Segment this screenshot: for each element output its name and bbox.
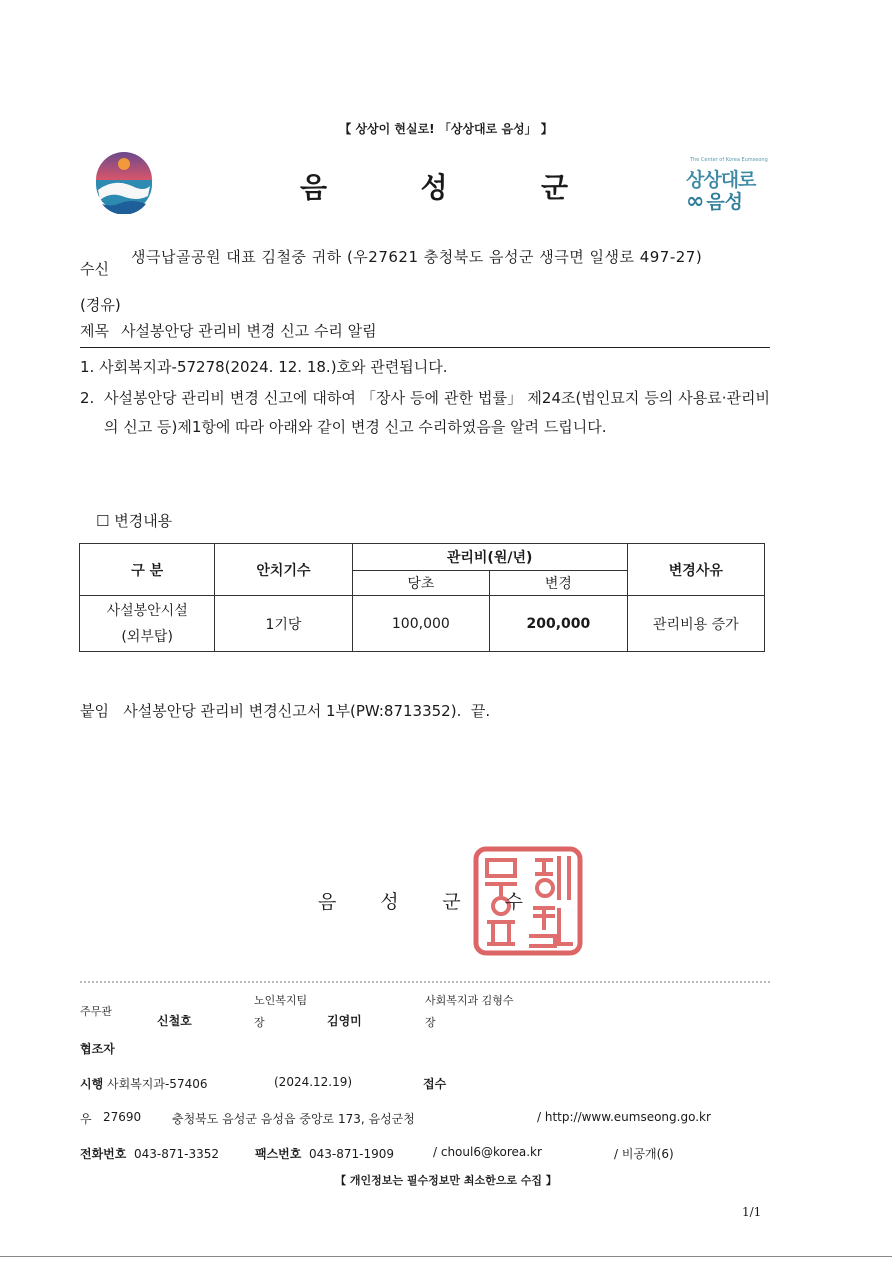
header-units: 안치기수 [215,544,352,596]
page-number: 1/1 [742,1205,762,1219]
header-fee: 관리비(원/년) [352,544,627,571]
cell-fee-before: 100,000 [352,596,490,652]
eumseong-emblem-icon [92,150,156,214]
attachment-text: 사설봉안당 관리비 변경신고서 1부(PW:8713352). [123,702,462,720]
approver-title: 사회복지과 김형수 [425,994,514,1007]
header-fee-after: 변경 [490,571,628,596]
organization-title [300,166,570,206]
disclosure-status: / 비공개(6) [614,1147,674,1161]
page-bottom-line [0,1256,892,1257]
brand-line-2: ∞ 음성 [686,189,744,214]
city-brand-logo [686,155,776,213]
enforce-label: 시행 [80,1077,104,1091]
header-reason: 변경사유 [627,544,764,596]
header-fee-before: 당초 [352,571,490,596]
table-row [80,596,765,652]
closing-char: 수 [504,891,523,913]
closing-char: 군 [442,891,461,913]
subject-text: 사설봉안당 관리비 변경 신고 수리 알림 [120,322,377,340]
closing-char: 성 [380,891,399,913]
address: 충청북도 음성군 음성읍 중앙로 173, 음성군청 [172,1112,415,1126]
cell-category: 사설봉안시설 (외부탑) [80,596,215,652]
cell-fee-after: 200,000 [490,596,628,652]
attachment-label: 붙임 [80,702,109,720]
closing-char: 음 [318,891,337,913]
reviewer-title-suffix: 장 [254,1016,265,1029]
website-link[interactable]: / http://www.eumseong.go.kr [537,1110,711,1124]
body-item-1: 1. 사회복지과-57278(2024. 12. 18.)호와 관련됩니다. [80,358,448,376]
item-text: 사설봉안당 관리비 변경 신고에 대하여 「장사 등에 관한 법률」 제24조(법인묘지 등의 사용료·관리비의 신고 등)제1항에 따라 아래와 같이 변경 신고 수리하였음을 알려 드립니다. [104,389,770,436]
slogan: 【 상상이 현실로! 「상상대로 음성」 】 [339,122,553,136]
phone-label: 전화번호 [80,1147,127,1161]
fax-line [255,1145,394,1162]
org-char: 군 [540,171,570,204]
enforcement-line [80,1075,207,1092]
cell-units: 1기당 [215,596,352,652]
phone-line [80,1145,219,1162]
privacy-notice: 【 개인정보는 필수정보만 최소한으로 수집 】 [335,1174,557,1187]
closing-signature [318,887,523,914]
enforce-number: 사회복지과-57406 [107,1077,208,1091]
subject-line [80,320,770,348]
brand-line-1: 상상대로 [686,169,756,191]
fee-change-table [79,543,765,652]
item-number: 2. [80,389,95,407]
infinity-icon: ∞ [686,189,705,214]
reviewer-title: 노인복지팀 [254,994,308,1007]
postal-label: 우 [80,1112,92,1126]
fax-label: 팩스번호 [255,1147,302,1161]
org-char: 음 [300,171,330,204]
cell-reason: 관리비용 증가 [627,596,764,652]
drafter-name: 신철호 [157,1014,192,1028]
drafter-label: 주무관 [80,1005,112,1018]
attachment-line [80,700,490,721]
email-link[interactable]: / choul6@korea.kr [433,1145,542,1159]
org-char: 성 [420,171,450,204]
postal-code: 27690 [103,1110,142,1124]
via-label: (경유) [80,296,121,314]
footer-divider [80,981,770,983]
attachment-end: 끝. [470,702,491,720]
subject-label: 제목 [80,322,109,340]
enforce-date: (2024.12.19) [274,1075,353,1089]
header-category: 구 분 [80,544,215,596]
fax-number: 043-871-1909 [309,1147,395,1161]
recipient-label: 수신 [80,260,109,278]
brand-tagline: The Center of Korea Eumseong [690,157,768,163]
reviewer-name: 김영미 [327,1014,362,1028]
body-item-2 [80,384,770,442]
receive-label: 접수 [423,1077,447,1091]
phone-number: 043-871-3352 [134,1147,220,1161]
section-heading: ☐ 변경내용 [96,512,173,530]
approver-title-suffix: 장 [425,1016,436,1029]
cooperator-label: 협조자 [80,1042,115,1056]
recipient-text: 생극납골공원 대표 김철중 귀하 (우27621 충청북도 음성군 생극면 일생로 497-27) [131,248,703,266]
